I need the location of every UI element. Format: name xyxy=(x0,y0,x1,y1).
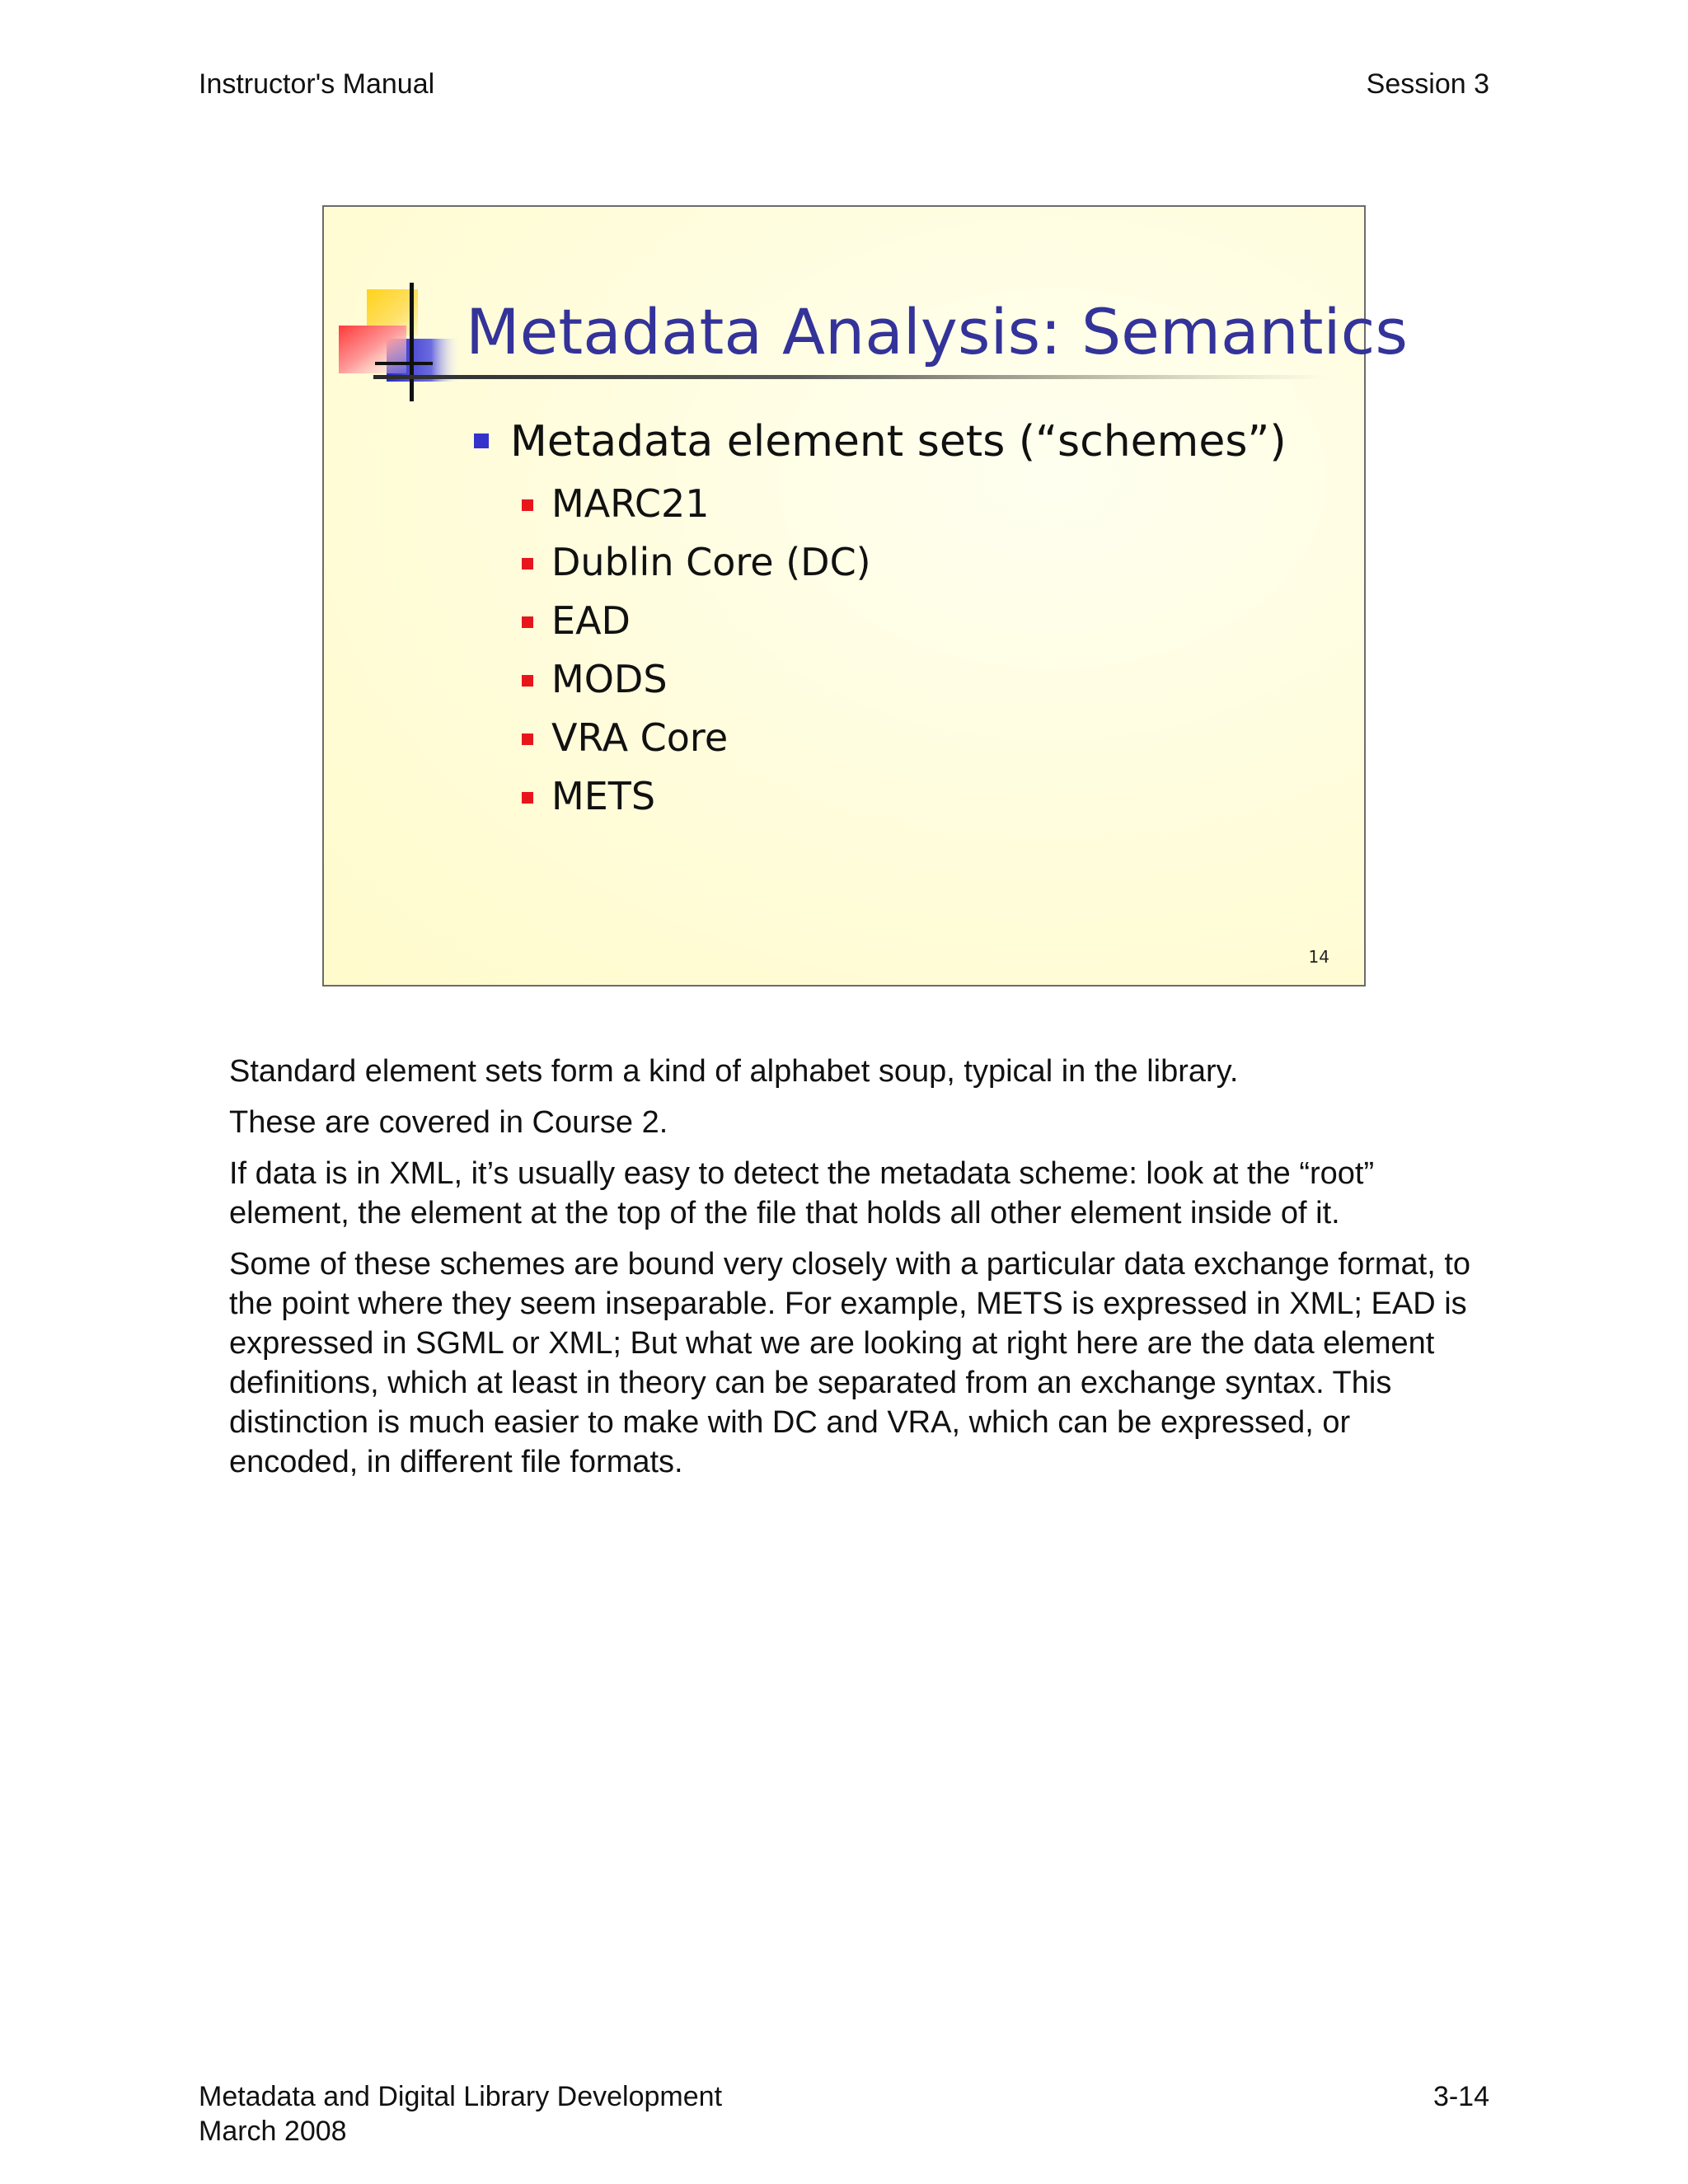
notes-paragraph: Standard element sets form a kind of alphabet soup, typical in the library. xyxy=(229,1054,1239,1089)
sub-bullet-item xyxy=(522,767,871,826)
sub-bullet-text: MARC21 xyxy=(551,481,710,526)
square-bullet-icon xyxy=(522,675,533,687)
notes-paragraph: If data is in XML, it’s usually easy to detect the metadata scheme: look at the “root” element, the element at the top of the file that holds all other element inside of it. xyxy=(229,1156,1375,1230)
page-header-right: Session 3 xyxy=(1366,68,1489,100)
sub-bullet-item xyxy=(522,650,871,709)
square-bullet-icon xyxy=(474,434,489,448)
sub-bullet-text: METS xyxy=(551,774,656,818)
square-bullet-icon xyxy=(522,616,533,628)
sub-bullet-item xyxy=(522,709,871,767)
page-header-left: Instructor's Manual xyxy=(199,68,435,100)
sub-bullet-text: VRA Core xyxy=(551,715,729,760)
square-bullet-icon xyxy=(522,558,533,569)
sub-bullet-text: EAD xyxy=(551,598,631,643)
slide-logo-icon xyxy=(335,283,467,406)
slide xyxy=(322,205,1409,987)
square-bullet-icon xyxy=(522,733,533,745)
main-bullet xyxy=(474,415,1287,469)
main-bullet-text: Metadata element sets (“schemes”) xyxy=(510,417,1287,466)
sub-bullet-list xyxy=(522,475,871,826)
slide-title: Metadata Analysis: Semantics xyxy=(466,295,1409,368)
sub-bullet-item xyxy=(522,533,871,592)
sub-bullet-text: Dublin Core (DC) xyxy=(551,540,871,584)
footer-course-title: Metadata and Digital Library Development xyxy=(199,2081,723,2112)
sub-bullet-item xyxy=(522,592,871,650)
square-bullet-icon xyxy=(522,499,533,511)
sub-bullet-item xyxy=(522,475,871,533)
sub-bullet-text: MODS xyxy=(551,657,668,701)
title-underline xyxy=(373,375,1326,379)
instructor-notes xyxy=(229,1052,1482,1493)
square-bullet-icon xyxy=(522,792,533,804)
notes-paragraph: These are covered in Course 2. xyxy=(229,1105,668,1140)
notes-paragraph: Some of these schemes are bound very closely with a particular data exchange format, to the point where they seem inseparable. For example, METS is expressed in XML; EAD is expressed in SGML or XML; But what we are looking at right here are the data element definitions, which at least in theory can be separated from an exchange syntax. This distinction is much easier to make with DC and VRA, which can be expressed, or encoded, in different file formats. xyxy=(229,1247,1471,1479)
footer-date: March 2008 xyxy=(199,2116,347,2147)
slide-number: 14 xyxy=(1308,947,1329,967)
footer-page-number: 3-14 xyxy=(1432,2081,1489,2112)
